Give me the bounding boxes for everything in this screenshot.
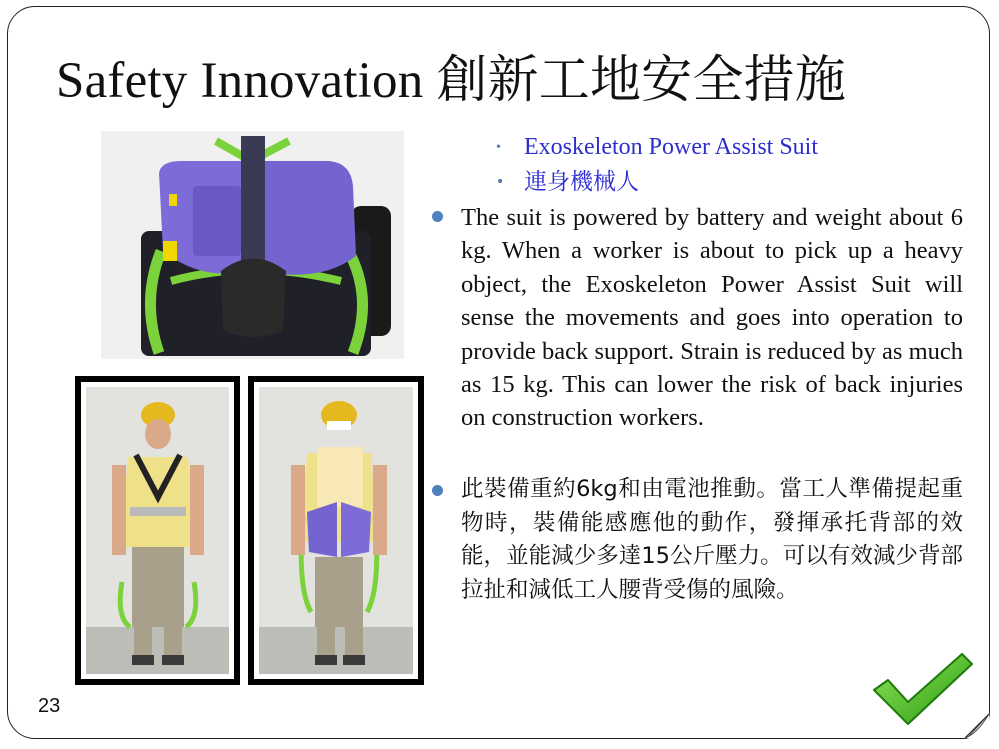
- chinese-description: 此裝備重約6kg和由電池推動。當工人準備提起重物時，裝備能感應他的動作，發揮承托背部的效能，並能減少多達15公斤壓力。可以有效減少背部拉扯和減低工人腰背受傷的風險。: [461, 476, 963, 603]
- slide-title: Safety Innovation 創新工地安全措施: [56, 53, 846, 109]
- worker-front-photo: [75, 376, 240, 685]
- page-number: 23: [38, 695, 61, 717]
- green-check-mark-icon: [870, 650, 974, 728]
- subheading-label: 連身機械人: [524, 169, 639, 195]
- bullet-dot-icon: •: [496, 174, 505, 190]
- subheading-item-english: [496, 130, 818, 165]
- exoskeleton-suit-photo: [101, 131, 404, 359]
- english-description: The suit is powered by battery and weight about 6 kg. When a worker is about to pick up a heavy object, the Exoskeleton Power Assist Suit will sense the movements and goes into operation to provide back support. Strain is reduced by as much as 15 kg. This can lower the risk of back injuries on construction workers.: [461, 204, 963, 432]
- subheading-list: [496, 130, 818, 200]
- worker-back-photo: [248, 376, 424, 685]
- bullet-dot-icon: [432, 485, 443, 496]
- subheading-item-chinese: [496, 165, 818, 200]
- bullet-dot-icon: •: [496, 140, 501, 155]
- bullet-dot-icon: [432, 211, 443, 222]
- subheading-label: Exoskeleton Power Assist Suit: [524, 134, 819, 160]
